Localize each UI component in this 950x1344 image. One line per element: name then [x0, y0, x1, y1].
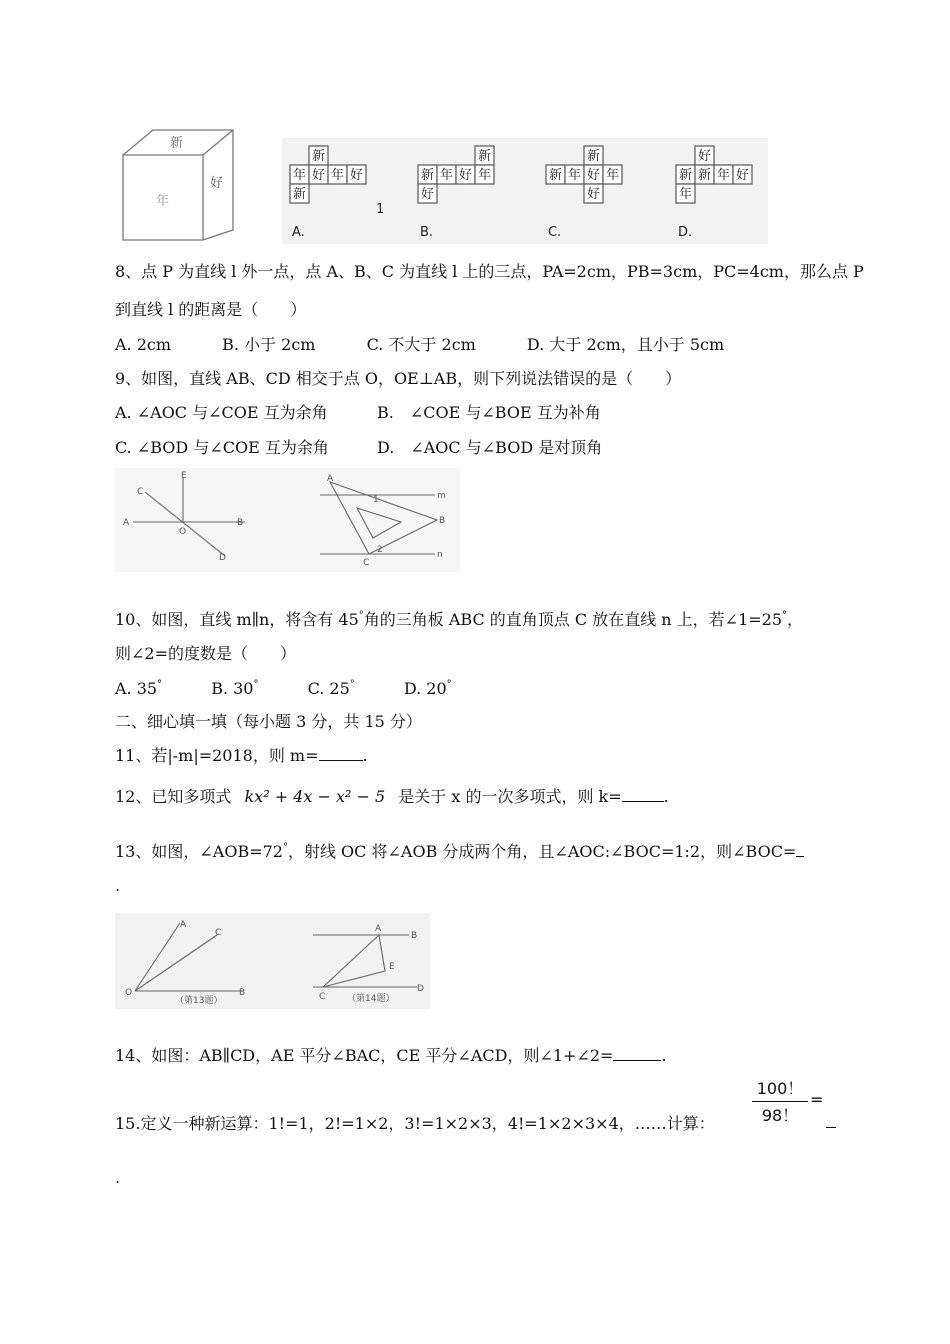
- q13-period: .: [115, 876, 121, 895]
- q12: [115, 787, 669, 807]
- net-option-label: B.: [420, 225, 434, 240]
- fig14-label-b: B: [411, 931, 418, 941]
- q10-stem-c: ，: [787, 610, 804, 629]
- net-cell-label: 新: [587, 149, 601, 164]
- q13-answer-blank[interactable]: [796, 856, 804, 857]
- net-cell-label: 新: [698, 168, 712, 183]
- net-option-b: [376, 146, 494, 240]
- q15-period: .: [115, 1168, 121, 1187]
- net-cell-label: 年: [478, 168, 492, 183]
- q15-equals: =: [810, 1090, 824, 1109]
- q10-option-c: C. 25: [307, 679, 350, 698]
- net-cell-label: 新: [549, 168, 563, 183]
- q10-deg-1: °: [358, 610, 364, 621]
- q10-option-b: B. 30: [211, 679, 254, 698]
- q10-option-a: A. 35: [115, 679, 158, 698]
- q15-fraction: [752, 1076, 808, 1126]
- q11-period: .: [362, 746, 368, 765]
- net-option-label: A.: [292, 225, 305, 240]
- q12-polynomial: kx² + 4x − x² − 5: [244, 787, 386, 806]
- net-cell-label: 好: [587, 187, 601, 202]
- section-2-heading: 二、细心填一填（每小题 3 分，共 15 分）: [115, 712, 422, 731]
- nets-figure: [282, 138, 768, 244]
- q10-option-d: D. 20: [403, 679, 447, 698]
- q11-stem: 11、若|-m|=2018，则 m=: [115, 746, 319, 765]
- net-cell-label: 年: [440, 168, 454, 183]
- fig10-label-m: m: [437, 491, 446, 501]
- fig14-label-c: C: [319, 992, 326, 1002]
- q8-stem-line1: 8、点 P 为直线 l 外一点，点 A、B、C 为直线 l 上的三点，PA=2cm，PB=3cm，PC=4cm，那么点 P: [115, 262, 864, 281]
- q8-option-d: D. 大于 2cm，且小于 5cm: [526, 335, 725, 354]
- fig9-label-o: O: [179, 527, 187, 537]
- net-cell-label: 新: [679, 168, 693, 183]
- fig13-label-c: C: [215, 928, 222, 938]
- q13-deg: °: [282, 842, 288, 853]
- q9-option-a: A. ∠AOC 与∠COE 互为余角: [115, 403, 328, 422]
- q10-stem-a: 10、如图，直线 m∥n，将含有 45: [115, 610, 359, 629]
- fig13-label-a: A: [180, 920, 187, 930]
- q10-stem-line2: 则∠2=的度数是（ ）: [115, 644, 296, 663]
- net-option-c: [546, 146, 622, 240]
- cube-figure: [118, 125, 243, 243]
- net-cell-label: 好: [421, 187, 435, 202]
- net-cell-label: 好: [698, 149, 712, 164]
- q10-option-c-deg: °: [349, 679, 355, 690]
- q10-option-b-deg: °: [253, 679, 259, 690]
- net-cell-label: 好: [350, 168, 364, 183]
- fig9-label-c: C: [137, 487, 144, 497]
- q13-stem-rest: ，射线 OC 将∠AOB 分成两个角，且∠AOC:∠BOC=1:2，则∠BOC=: [287, 842, 797, 861]
- q10-options: [115, 679, 452, 699]
- q9-stem: 9、如图，直线 AB、CD 相交于点 O，OE⊥AB，则下列说法错误的是（ ）: [115, 369, 682, 388]
- net-cell-label: 好: [312, 168, 326, 183]
- net-cell-label: 好: [459, 168, 473, 183]
- q8-options: [115, 335, 724, 355]
- net-cell-label: 好: [736, 168, 750, 183]
- q8-option-b: B. 小于 2cm: [222, 335, 316, 354]
- net-cell-label: 新: [312, 149, 326, 164]
- fig10-label-2: 2: [377, 545, 383, 555]
- q10-option-d-deg: °: [446, 679, 452, 690]
- q15-answer-blank[interactable]: [826, 1127, 836, 1128]
- cube-side-label: 好: [210, 176, 224, 191]
- net-cell-label: 年: [568, 168, 582, 183]
- cube-top-label: 新: [170, 136, 184, 151]
- q10-stem-line1: [115, 610, 803, 630]
- q9-option-d: D. ∠AOC 与∠BOD 是对顶角: [377, 438, 603, 457]
- q9-options-row2: [115, 438, 602, 458]
- net-cell-label: 好: [587, 168, 601, 183]
- cube-front-label: 年: [156, 194, 170, 209]
- net-cell-label: 新: [421, 168, 435, 183]
- q12-stem: 12、已知多项式: [115, 787, 232, 806]
- fig13-caption: （第13题）: [175, 996, 223, 1006]
- fig10-label-c: C: [363, 558, 370, 568]
- q15-fraction-bar: [752, 1101, 808, 1102]
- net-cell-label: 年: [679, 187, 693, 202]
- fig14-label-a: A: [375, 924, 382, 934]
- q15-denominator: 98！: [761, 1106, 799, 1125]
- net-option-a: [290, 146, 366, 240]
- fig9-label-e: E: [181, 471, 187, 481]
- q9-option-b: B. ∠COE 与∠BOE 互为补角: [377, 403, 601, 422]
- net-cell-label: 年: [293, 168, 307, 183]
- q14: [115, 1046, 667, 1066]
- fig9-label-a: A: [123, 518, 130, 528]
- q12-period: .: [663, 787, 669, 806]
- fig9-label-d: D: [219, 553, 226, 563]
- fig9-label-b: B: [237, 518, 244, 528]
- fig-q13: [115, 913, 265, 1009]
- fig10-label-n: n: [437, 550, 443, 560]
- q10-deg-2: °: [782, 610, 788, 621]
- fig-q14: [305, 913, 430, 1009]
- q11: [115, 746, 368, 766]
- q13-stem: 13、如图，∠AOB=72: [115, 842, 283, 861]
- q9-option-c: C. ∠BOD 与∠COE 互为余角: [115, 438, 329, 457]
- net-option-label: D.: [678, 225, 693, 240]
- q10-stem-b: 角的三角板 ABC 的直角顶点 C 放在直线 n 上，若∠1=25: [363, 610, 783, 629]
- q12-answer-blank[interactable]: [622, 801, 664, 802]
- q12-stem-mid: 是关于 x 的一次多项式，则 k=: [398, 787, 622, 806]
- fig14-label-d: D: [417, 984, 424, 994]
- q14-period: .: [661, 1046, 667, 1065]
- q13: [115, 842, 804, 862]
- net-cell-label: 年: [717, 168, 731, 183]
- q15-stem: 15.定义一种新运算：1!=1，2!=1×2，3!=1×2×3，4!=1×2×3×4，……计算：: [115, 1114, 715, 1133]
- net-cell-label: 年: [331, 168, 345, 183]
- fig13-label-b: B: [239, 988, 246, 998]
- net-cell-label: 新: [478, 149, 492, 164]
- net-option-label: C.: [548, 225, 562, 240]
- q11-answer-blank[interactable]: [319, 760, 363, 761]
- q14-answer-blank[interactable]: [613, 1060, 661, 1061]
- fig10-label-b: B: [439, 516, 446, 526]
- fig14-label-e: E: [389, 962, 395, 972]
- q10-option-a-deg: °: [157, 679, 163, 690]
- q15-numerator: 100！: [756, 1079, 804, 1098]
- fig14-caption: （第14题）: [347, 994, 395, 1004]
- fig10-label-1: 1: [373, 495, 379, 505]
- net-cell-label: 新: [293, 187, 307, 202]
- fig13-label-o: O: [125, 988, 133, 998]
- fig-q10: [315, 468, 460, 572]
- fig-q9: [115, 468, 265, 572]
- q8-option-c: C. 不大于 2cm: [366, 335, 476, 354]
- net-option-d: [676, 146, 752, 240]
- net-extra-mark: 1: [376, 202, 385, 217]
- q8-stem-line2: 到直线 l 的距离是（ ）: [115, 300, 307, 319]
- q14-stem: 14、如图：AB∥CD，AE 平分∠BAC，CE 平分∠ACD，则∠1+∠2=: [115, 1046, 614, 1065]
- fig10-label-a: A: [327, 474, 334, 484]
- q8-option-a: A. 2cm: [115, 335, 172, 354]
- q9-options-row1: [115, 403, 601, 423]
- net-cell-label: 年: [606, 168, 620, 183]
